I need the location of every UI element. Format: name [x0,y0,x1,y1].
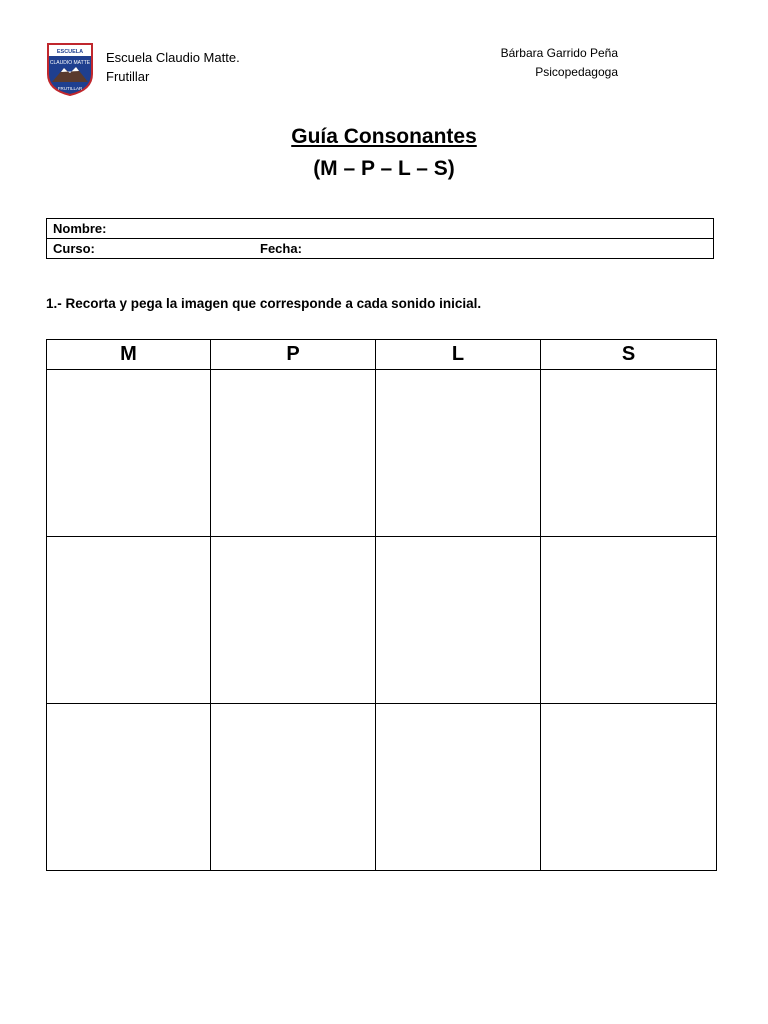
fecha-label: Fecha: [260,241,302,256]
column-header-s: S [541,340,717,370]
paste-cell [541,537,717,704]
page-title: Guía Consonantes [291,125,477,148]
svg-text:FRUTILLAR: FRUTILLAR [57,86,83,91]
svg-text:ESCUELA: ESCUELA [56,49,84,55]
paste-cell [376,704,541,871]
nombre-label: Nombre: [53,221,107,236]
paste-cell [47,370,211,537]
paste-cell [376,370,541,537]
consonant-grid [46,339,717,871]
paste-cell [211,370,376,537]
grid-header-row [47,340,717,370]
author-role: Psicopedagoga [535,65,618,79]
paste-cell [211,537,376,704]
paste-cell [47,537,211,704]
grid-row [47,704,717,871]
svg-text:CLAUDIO MATTE: CLAUDIO MATTE [49,60,91,66]
student-info-table [46,218,714,259]
page-subtitle: (M – P – L – S) [313,157,455,180]
school-location: Frutillar [106,69,150,84]
grid-row [47,537,717,704]
author-block [470,44,618,82]
paste-cell [541,704,717,871]
column-header-m: M [47,340,211,370]
school-name [106,48,240,86]
column-header-l: L [376,340,541,370]
school-name-line1: Escuela Claudio Matte. [106,50,240,65]
school-crest-logo [46,42,94,96]
author-name: Bárbara Garrido Peña [500,46,618,60]
curso-fecha-field [47,239,714,259]
paste-cell [47,704,211,871]
paste-cell [541,370,717,537]
nombre-field [47,219,714,239]
grid-row [47,370,717,537]
paste-cell [211,704,376,871]
instruction-text: 1.- Recorta y pega la imagen que corresponde a cada sonido inicial. [46,296,482,311]
paste-cell [376,537,541,704]
curso-label: Curso: [53,241,95,256]
column-header-p: P [211,340,376,370]
